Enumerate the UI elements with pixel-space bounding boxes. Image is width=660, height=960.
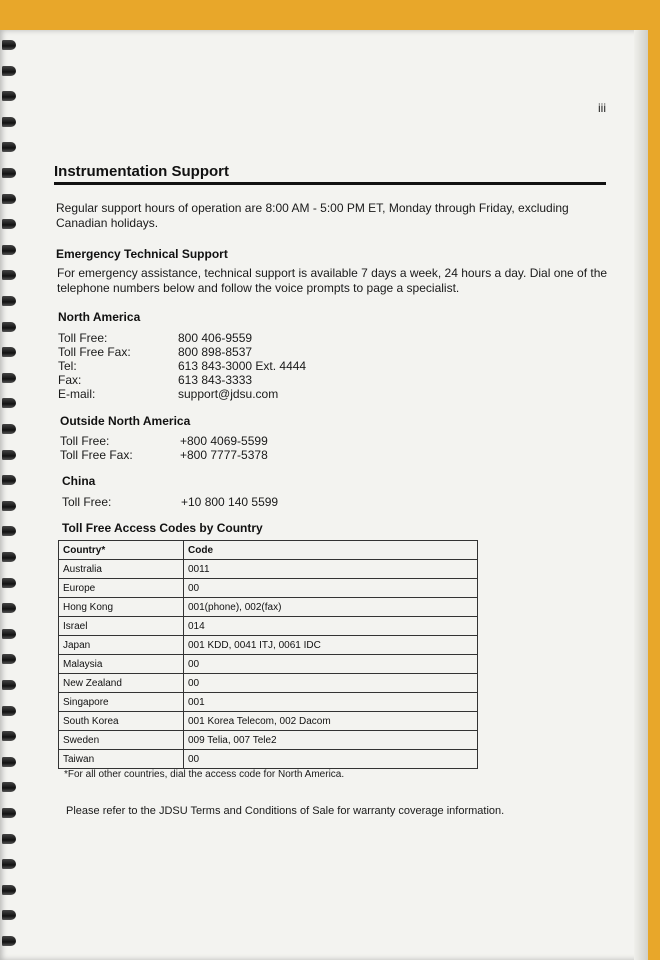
cell-code: 00 — [184, 674, 478, 693]
cell-code: 00 — [184, 750, 478, 769]
access-codes-table — [58, 540, 478, 769]
page-title: Instrumentation Support — [54, 163, 229, 180]
na-value-3: 613 843-3333 — [178, 373, 253, 387]
cell-code: 001 Korea Telecom, 002 Dacom — [184, 712, 478, 731]
binding-coil — [2, 475, 16, 485]
binding-coil — [2, 552, 16, 562]
china-heading: China — [62, 474, 96, 488]
spiral-binding — [0, 40, 22, 950]
cell-code: 0011 — [184, 560, 478, 579]
na-label-0: Toll Free: — [58, 331, 108, 345]
binding-coil — [2, 40, 16, 50]
cell-code: 014 — [184, 617, 478, 636]
binding-coil — [2, 296, 16, 306]
binding-coil — [2, 450, 16, 460]
table-row — [59, 674, 478, 693]
ona-value-1: +800 7777-5378 — [180, 448, 268, 462]
cell-country: New Zealand — [59, 674, 184, 693]
binding-coil — [2, 168, 16, 178]
binding-coil — [2, 706, 16, 716]
binding-coil — [2, 757, 16, 767]
cell-code: 001 — [184, 693, 478, 712]
cell-country: Sweden — [59, 731, 184, 750]
binding-coil — [2, 731, 16, 741]
binding-coil — [2, 194, 16, 204]
cell-country: Israel — [59, 617, 184, 636]
table-row — [59, 617, 478, 636]
na-value-4: support@jdsu.com — [178, 387, 279, 401]
binding-coil — [2, 270, 16, 280]
na-label-3: Fax: — [58, 373, 82, 387]
title-rule — [54, 182, 606, 185]
binding-coil — [2, 347, 16, 357]
binding-coil — [2, 654, 16, 664]
china-label-0: Toll Free: — [62, 495, 112, 509]
outside-na-heading: Outside North America — [60, 414, 191, 428]
na-label-2: Tel: — [58, 359, 77, 373]
binding-coil — [2, 219, 16, 229]
north-america-heading: North America — [58, 310, 141, 324]
binding-coil — [2, 629, 16, 639]
cell-country: Hong Kong — [59, 598, 184, 617]
binding-coil — [2, 910, 16, 920]
binding-coil — [2, 501, 16, 511]
table-row — [59, 655, 478, 674]
cell-country: Taiwan — [59, 750, 184, 769]
binding-coil — [2, 808, 16, 818]
emergency-heading: Emergency Technical Support — [56, 247, 228, 261]
binding-coil — [2, 680, 16, 690]
binding-coil — [2, 398, 16, 408]
cell-code: 00 — [184, 655, 478, 674]
ona-value-0: +800 4069-5599 — [180, 434, 268, 448]
table-row — [59, 693, 478, 712]
table-row — [59, 579, 478, 598]
cell-code: 001(phone), 002(fax) — [184, 598, 478, 617]
column-header-code: Code — [184, 541, 478, 560]
binding-coil — [2, 66, 16, 76]
china-value-0: +10 800 140 5599 — [181, 495, 279, 509]
na-label-4: E-mail: — [58, 387, 96, 401]
binding-coil — [2, 373, 16, 383]
table-row — [59, 712, 478, 731]
binding-coil — [2, 91, 16, 101]
binding-coil — [2, 578, 16, 588]
page-edge-shadow — [634, 30, 648, 960]
cell-country: Europe — [59, 579, 184, 598]
cell-country: Malaysia — [59, 655, 184, 674]
ona-label-1: Toll Free Fax: — [60, 448, 133, 462]
binding-coil — [2, 936, 16, 946]
table-header-row — [59, 541, 478, 560]
binding-coil — [2, 859, 16, 869]
table-row — [59, 560, 478, 579]
table-row — [59, 598, 478, 617]
table-footnote: *For all other countries, dial the access code for North America. — [64, 769, 345, 780]
binding-coil — [2, 526, 16, 536]
na-value-1: 800 898-8537 — [178, 345, 253, 359]
cell-country: Australia — [59, 560, 184, 579]
access-codes-heading: Toll Free Access Codes by Country — [62, 521, 263, 535]
binding-coil — [2, 322, 16, 332]
warranty-note: Please refer to the JDSU Terms and Conditions of Sale for warranty coverage information. — [66, 805, 505, 817]
binding-coil — [2, 603, 16, 613]
binding-coil — [2, 424, 16, 434]
emergency-text: For emergency assistance, technical support is available 7 days a week, 24 hours a day. Dial one of the telephone numbers below and follow the voice prompts to page a specialist. — [57, 266, 608, 295]
binding-coil — [2, 245, 16, 255]
cell-code: 001 KDD, 0041 ITJ, 0061 IDC — [184, 636, 478, 655]
binding-coil — [2, 885, 16, 895]
cell-code: 009 Telia, 007 Tele2 — [184, 731, 478, 750]
binding-coil — [2, 117, 16, 127]
table-row — [59, 636, 478, 655]
cell-country: South Korea — [59, 712, 184, 731]
cell-country: Japan — [59, 636, 184, 655]
intro-text: Regular support hours of operation are 8:00 AM - 5:00 PM ET, Monday through Friday, excluding Canadian holidays. — [56, 201, 569, 230]
table-row — [59, 750, 478, 769]
cell-country: Singapore — [59, 693, 184, 712]
column-header-country: Country* — [59, 541, 184, 560]
na-label-1: Toll Free Fax: — [58, 345, 131, 359]
na-value-0: 800 406-9559 — [178, 331, 253, 345]
page-number: iii — [598, 101, 606, 115]
na-value-2: 613 843-3000 Ext. 4444 — [178, 359, 307, 373]
ona-label-0: Toll Free: — [60, 434, 110, 448]
access-codes-body — [59, 560, 478, 769]
binding-coil — [2, 782, 16, 792]
binding-coil — [2, 142, 16, 152]
binding-coil — [2, 834, 16, 844]
table-row — [59, 731, 478, 750]
cell-code: 00 — [184, 579, 478, 598]
